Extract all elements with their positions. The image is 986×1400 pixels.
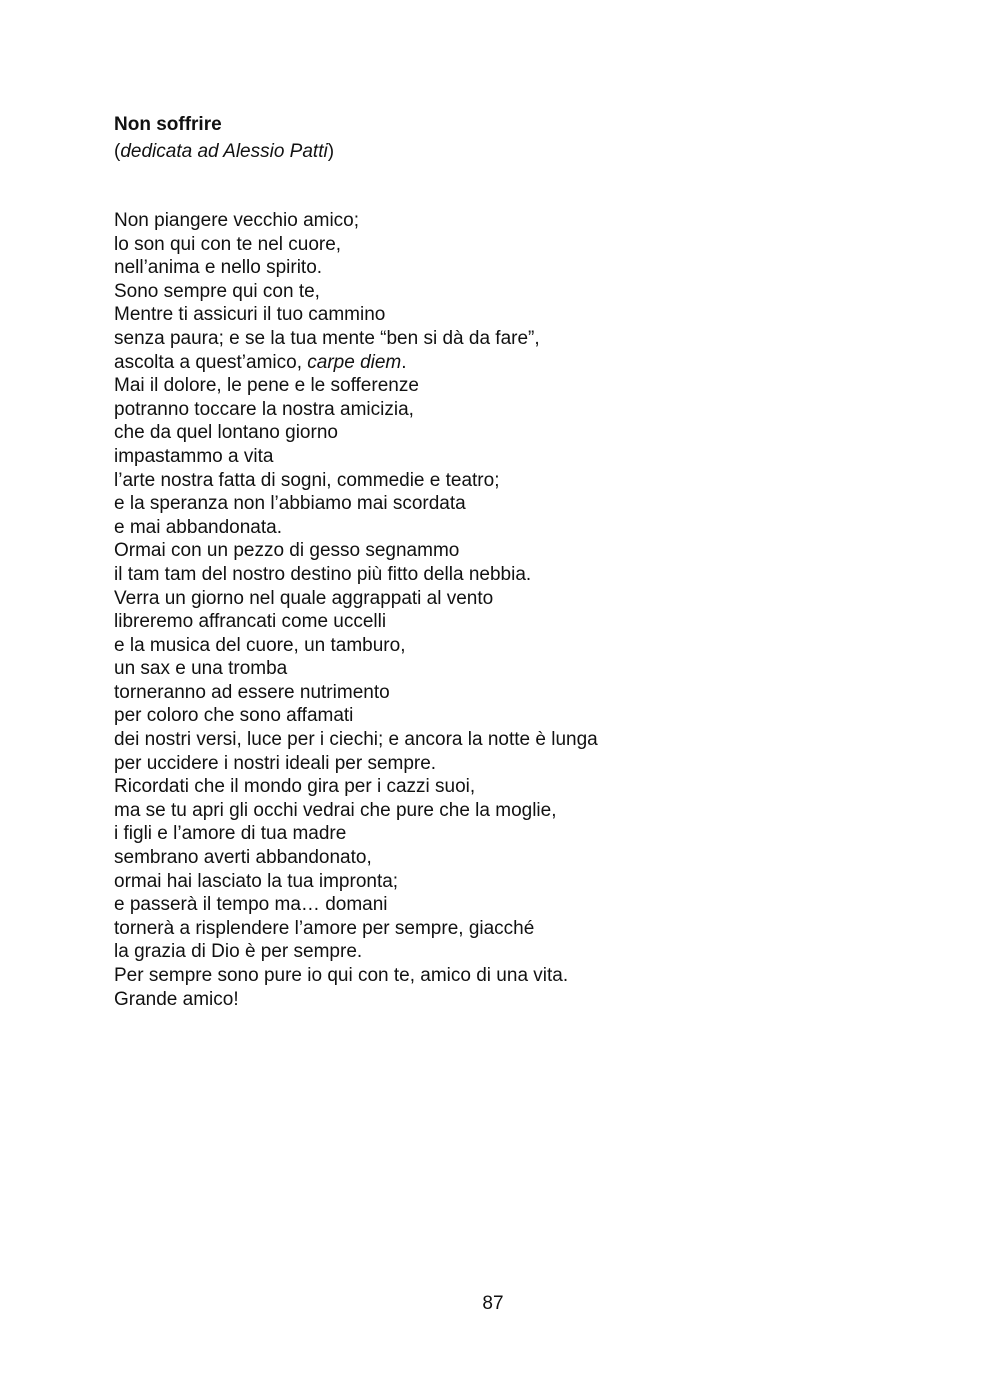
poem-line: e la speranza non l’abbiamo mai scordata <box>114 493 466 515</box>
poem-line: tornerà a risplendere l’amore per sempre, giacché <box>114 917 535 939</box>
page-number: 87 <box>482 1293 504 1314</box>
poem-line: Non piangere vecchio amico; <box>114 210 360 231</box>
poem-line: lo son qui con te nel cuore, <box>114 233 342 255</box>
poem-line: dei nostri versi, luce per i ciechi; e ancora la notte è lunga <box>114 729 598 751</box>
poem-dedication <box>114 140 334 164</box>
poem-line: Ricordati che il mondo gira per i cazzi suoi, <box>114 776 476 798</box>
poem-line: torneranno ad essere nutrimento <box>114 681 390 703</box>
poem-line: senza paura; e se la tua mente “ben si dà da fare”, <box>114 327 540 349</box>
poem-line: nell’anima e nello spirito. <box>114 257 323 279</box>
poem-line: Per sempre sono pure io qui con te, amico di una vita. <box>114 965 569 986</box>
dedication-open-paren: ( <box>114 141 121 162</box>
poem-line: Mai il dolore, le pene e le sofferenze <box>114 375 419 397</box>
poem-line: e la musica del cuore, un tamburo, <box>114 634 406 656</box>
poem-line: impastammo a vita <box>114 445 274 467</box>
mixed-after: . <box>401 351 407 373</box>
poem-line: ma se tu apri gli occhi vedrai che pure che la moglie, <box>114 799 557 821</box>
dedication-close-paren: ) <box>327 141 335 162</box>
poem-line: Verra un giorno nel quale aggrappati al vento <box>114 587 494 609</box>
poem-line: per coloro che sono affamati <box>114 705 354 727</box>
poem-line: ormai hai lasciato la tua impronta; <box>114 870 399 892</box>
poem-line: Sono sempre qui con te, <box>114 280 320 302</box>
poem-line: la grazia di Dio è per sempre. <box>114 941 363 963</box>
poem-line: Mentre ti assicuri il tuo cammino <box>114 304 386 326</box>
poem-line: l’arte nostra fatta di sogni, commedie e teatro; <box>114 469 500 491</box>
poem-line: per uccidere i nostri ideali per sempre. <box>114 752 437 774</box>
poem-line: Ormai con un pezzo di gesso segnammo <box>114 540 460 562</box>
poem-line: un sax e una tromba <box>114 658 288 680</box>
poem-title: Non soffrire <box>114 114 222 135</box>
poem-line: potranno toccare la nostra amicizia, <box>114 398 414 420</box>
poem-body <box>114 209 598 1011</box>
mixed-italic: carpe diem <box>307 351 402 373</box>
poem-line: che da quel lontano giorno <box>114 422 338 444</box>
poem-line: e passerà il tempo ma… domani <box>114 894 388 916</box>
poem-line: sembrano averti abbandonato, <box>114 847 372 869</box>
poem-line: il tam tam del nostro destino più fitto della nebbia. <box>114 563 532 585</box>
poem-line: e mai abbandonata. <box>114 516 282 538</box>
poem-line: i figli e l’amore di tua madre <box>114 823 347 845</box>
mixed-before: ascolta a quest’amico, <box>114 351 308 373</box>
poem-line-mixed <box>114 351 598 375</box>
poem-line: Grande amico! <box>114 988 239 1010</box>
dedication-text: dedicata ad Alessio Patti <box>120 141 328 162</box>
poem-line: libreremo affrancati come uccelli <box>114 611 387 633</box>
